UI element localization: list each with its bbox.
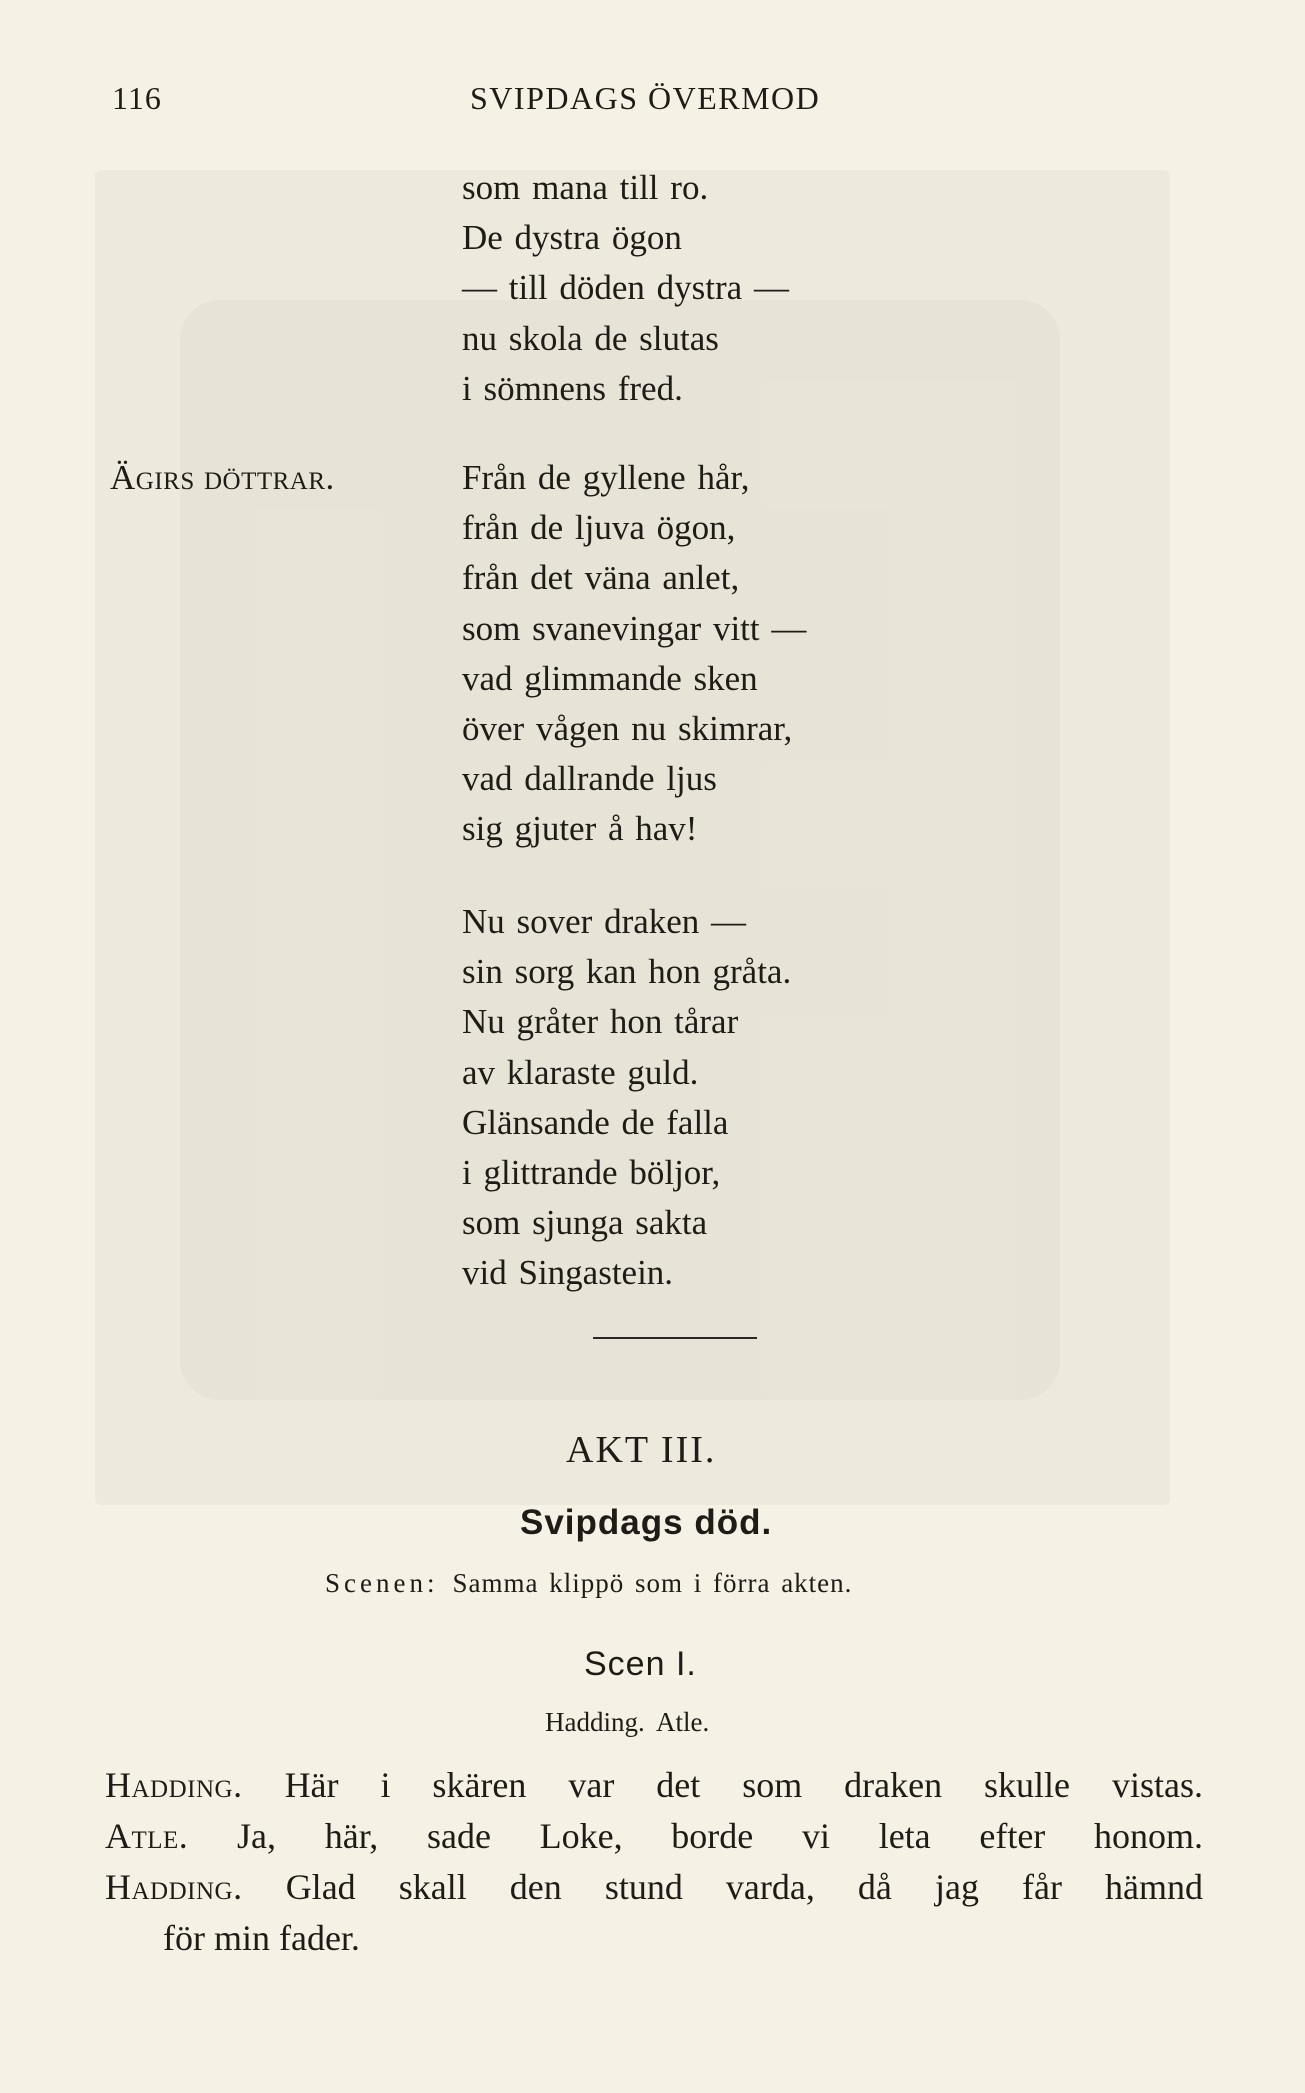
verse-line: som svanevingar vitt —: [462, 608, 807, 648]
verse-line: Glänsande de falla: [462, 1102, 729, 1142]
verse-line: i sömnens fred.: [462, 368, 683, 408]
scene-heading: Scen I.: [584, 1645, 697, 1683]
speaker-name: Hadding.: [105, 1867, 243, 1907]
act-subtitle: Svipdags död.: [520, 1503, 773, 1542]
dialogue-text: Ja, här, sade Loke, borde vi leta efter honom.: [237, 1816, 1204, 1856]
verse-line: vad dallrande ljus: [462, 759, 717, 799]
verse-line: som mana till ro.: [462, 168, 709, 207]
verse-line: vid Singastein.: [462, 1253, 674, 1293]
dialogue-text: Glad skall den stund varda, då jag får hämnd: [285, 1867, 1204, 1907]
scene-setting-text: Samma klippö som i förra akten.: [452, 1568, 853, 1598]
dialogue-text: Här i skären var det som draken skulle vistas.: [284, 1765, 1203, 1805]
speaker-name: Hadding.: [105, 1765, 243, 1805]
verse-line: som sjunga sakta: [462, 1203, 708, 1243]
dialogue: [105, 1760, 1203, 1964]
verse-line: Nu sover draken —: [462, 902, 747, 941]
verse-stanza-1: [462, 453, 806, 855]
verse-line: Nu gråter hon tårar: [462, 1002, 739, 1042]
verse-line: sig gjuter å hav!: [462, 809, 698, 849]
verse-line: över vågen nu skimrar,: [462, 709, 793, 749]
verse-line: vad glimmande sken: [462, 658, 758, 698]
verse-top: [462, 163, 789, 414]
verse-stanza-2: [462, 897, 791, 1299]
cast-list: Hadding. Atle.: [545, 1707, 710, 1737]
act-title: AKT III.: [566, 1429, 717, 1471]
verse-line: av klaraste guld.: [462, 1052, 699, 1092]
speaker-agirs-dottrar: Ägirs döttrar.: [110, 458, 335, 497]
verse-line: De dystra ögon: [462, 218, 682, 258]
verse-line: från de ljuva ögon,: [462, 508, 736, 548]
scene-setting-label: Scenen:: [325, 1568, 439, 1598]
dialogue-continuation: för min fader.: [163, 1918, 360, 1958]
verse-line: i glittrande böljor,: [462, 1153, 721, 1193]
section-divider: [593, 1337, 757, 1339]
dialogue-line: [105, 1760, 1203, 1811]
scene-setting: [325, 1568, 852, 1599]
running-head: SVIPDAGS ÖVERMOD: [470, 80, 821, 116]
verse-line: sin sorg kan hon gråta.: [462, 952, 792, 992]
verse-line: Från de gyllene hår,: [462, 458, 750, 497]
verse-line: nu skola de slutas: [462, 318, 719, 358]
dialogue-line: [105, 1862, 1203, 1913]
verse-line: från det väna anlet,: [462, 558, 740, 598]
verse-line: — till döden dystra —: [462, 268, 789, 308]
dialogue-line: [105, 1811, 1203, 1862]
speaker-name: Atle.: [105, 1816, 189, 1856]
page-number: 116: [112, 80, 162, 116]
